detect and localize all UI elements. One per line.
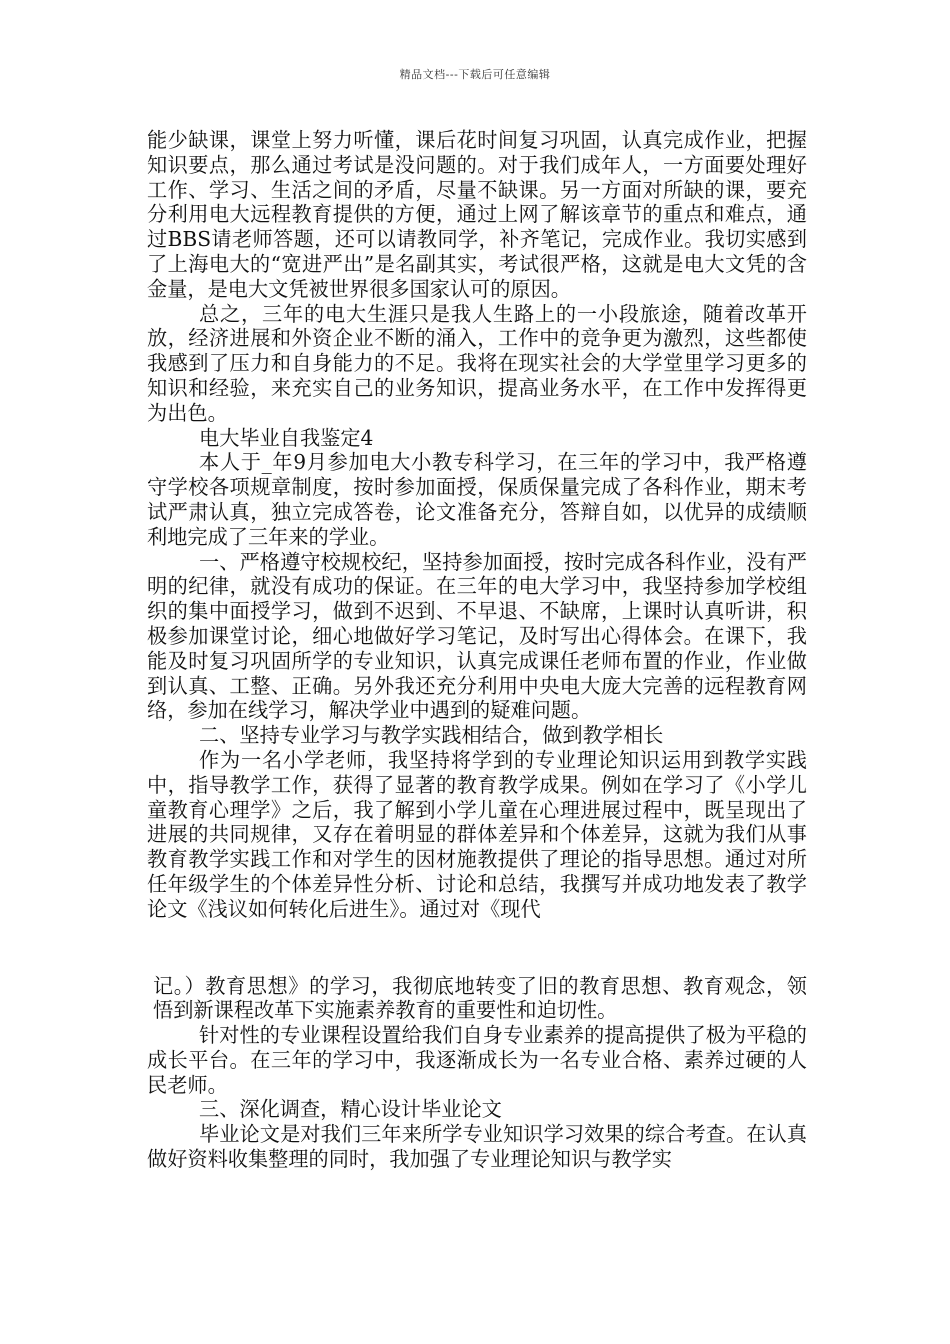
paragraph-point-two-continued: 记。）教育思想》的学习，我彻底地转变了旧的教育思想、教育观念，领悟到新课程改革下实施素养教育的重要性和迫切性。: [153, 973, 807, 1023]
document-body: [147, 128, 807, 1172]
paragraph-point-one: 一、严格遵守校规校纪，坚持参加面授，按时完成各科作业，没有严明的纪律，就没有成功的保证。在三年的电大学习中，我坚持参加学校组织的集中面授学习，做到不迟到、不早退、不缺席，上课时认真听讲，积极参加课堂讨论，细心地做好学习笔记，及时写出心得体会。在课下，我能及时复习巩固所学的专业知识，认真完成课任老师布置的作业，作业做到认真、工整、正确。另外我还充分利用中央电大庞大完善的远程教育网络，参加在线学习，解决学业中遇到的疑难问题。: [147, 549, 807, 723]
paragraph-intro: 本人于_年9月参加电大小教专科学习，在三年的学习中，我严格遵守学校各项规章制度，按时参加面授，保质保量完成了各科作业，期末考试严肃认真，独立完成答卷，论文准备充分，答辩自如，以优异的成绩顺利地完成了三年来的学业。: [147, 450, 807, 549]
paragraph-thesis: 毕业论文是对我们三年来所学专业知识学习效果的综合考查。在认真做好资料收集整理的同时，我加强了专业理论知识与教学实: [147, 1122, 807, 1172]
paragraph-summary: 总之，三年的电大生涯只是我人生路上的一小段旅途，随着改革开放，经济进展和外资企业不断的涌入，工作中的竞争更为激烈，这些都使我感到了压力和自身能力的不足。我将在现实社会的大学堂里学习更多的知识和经验，来充实自己的业务知识，提高业务水平，在工作中发挥得更为出色。: [147, 301, 807, 425]
section-title: 电大毕业自我鉴定4: [199, 425, 374, 450]
paragraph-point-two: 作为一名小学老师，我坚持将学到的专业理论知识运用到教学实践中，指导教学工作，获得了显著的教育教学成果。例如在学习了《小学儿童教育心理学》之后，我了解到小学儿童在心理进展过程中，既呈现出了进展的共同规律，又存在着明显的群体差异和个体差异，这就为我们从事教育教学实践工作和对学生的因材施教提供了理论的指导思想。通过对所任年级学生的个体差异性分析、讨论和总结，我撰写并成功地发表了教学论文《浅议如何转化后进生》。通过对《现代: [147, 747, 807, 921]
heading-point-three: 三、深化调查，精心设计毕业论文: [199, 1097, 502, 1122]
page-gap: [147, 922, 807, 974]
heading-point-two: 二、坚持专业学习与教学实践相结合，做到教学相长: [199, 723, 664, 748]
page-header: 精品文档---下载后可任意编辑: [399, 68, 551, 81]
paragraph-curriculum: 针对性的专业课程设置给我们自身专业素养的提高提供了极为平稳的成长平台。在三年的学习中，我逐渐成长为一名专业合格、素养过硬的人民老师。: [147, 1023, 807, 1097]
paragraph-continuation: 能少缺课，课堂上努力听懂，课后花时间复习巩固，认真完成作业，把握知识要点，那么通过考试是没问题的。对于我们成年人，一方面要处理好工作、学习、生活之间的矛盾，尽量不缺课。另一方面对所缺的课，要充分利用电大远程教育提供的方便，通过上网了解该章节的重点和难点，通过BBS请老师答题，还可以请教同学，补齐笔记，完成作业。我切实感到了上海电大的“宽进严出”是名副其实，考试很严格，这就是电大文凭的含金量，是电大文凭被世界很多国家认可的原因。: [147, 128, 807, 301]
